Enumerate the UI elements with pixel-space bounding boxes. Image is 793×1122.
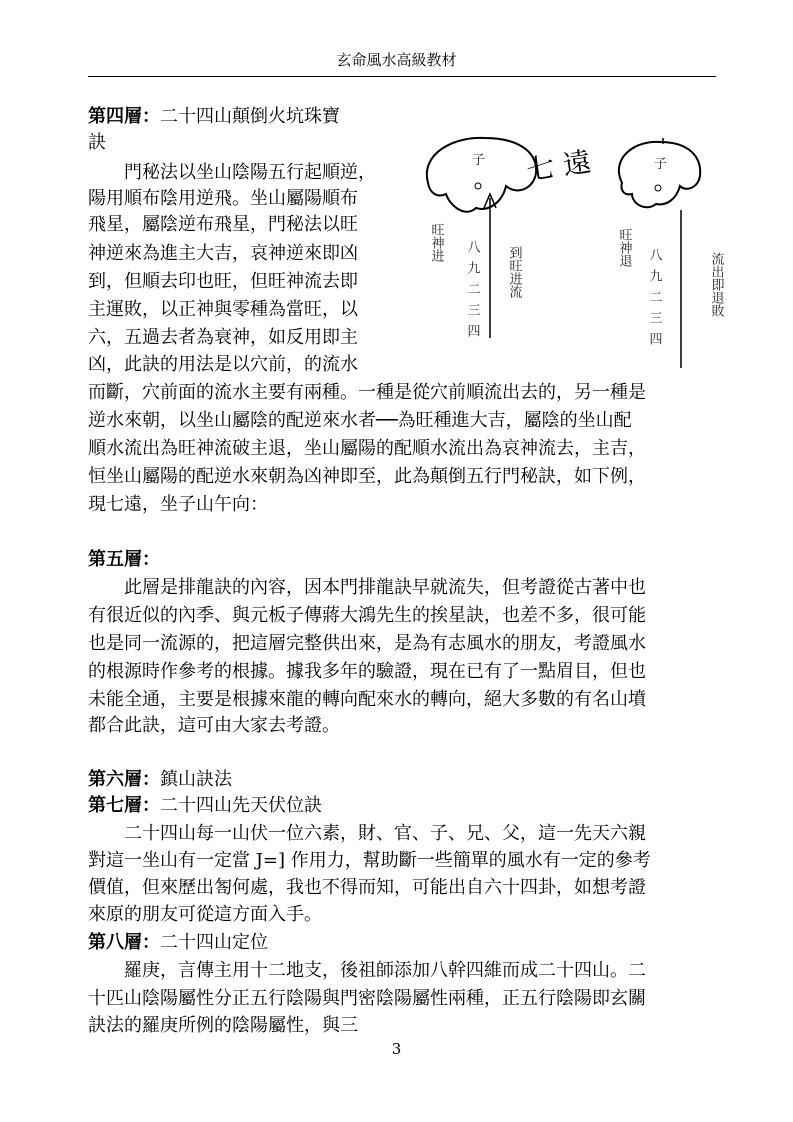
section4-title-rest: 二十四山顛倒火坑珠寶 <box>160 106 340 127</box>
section5-line: 也是同一流源的，把這層完整供出來，是為有志風水的朋友，考證風水 <box>88 633 646 654</box>
seq-right: 八九二三四 <box>646 248 662 353</box>
section7-line: 價值，但來歷出匒何處，我也不得而知，可能出自六十四卦，如想考證 <box>88 877 646 898</box>
section4-line: 凶，此訣的用法是以穴前，的流水 <box>88 354 358 375</box>
section5-title <box>88 547 160 573</box>
left-mound-shape <box>427 138 536 212</box>
section4-line: 六，五過去者為衰神，如反用即主 <box>88 327 358 348</box>
handwritten-annotation: 七 遠 <box>524 145 594 187</box>
left-mound-char: 子 <box>472 153 486 168</box>
seq-left: 八九二三四 <box>464 240 480 345</box>
header-rule <box>88 76 716 77</box>
right-mound-shape <box>619 142 700 207</box>
section8-line: 訣法的羅庚所例的陰陽屬性，與三 <box>88 1015 358 1036</box>
section5-line: 的根源時作參考的根據。據我多年的驗證，現在已有了一點眉目，但也 <box>88 661 646 682</box>
section4-line: 陽用順布陰用逆飛。坐山屬陽順布 <box>88 188 358 209</box>
section4-title-bold: 第四層： <box>88 106 160 127</box>
section4-line: 主運敗，以正神與零種為當旺，以 <box>88 299 358 320</box>
section8-title-rest: 二十四山定位 <box>160 932 268 953</box>
section4-line: 恒坐山屬陽的配逆水來朝為凶神即至，此為顛倒五行門秘訣，如下例， <box>88 466 646 487</box>
page-number: 3 <box>391 1040 402 1058</box>
label-wang-jin: 旺神进 <box>428 223 444 262</box>
section4-line: 現七遠，坐子山午向： <box>88 494 268 515</box>
section5-line: 未能全通，主要是根據來龍的轉向配來水的轉向，絕大多數的有名山墳 <box>88 689 646 710</box>
label-dao-wang: 到旺进流 <box>506 246 522 298</box>
section8-title-bold: 第八層： <box>88 932 160 953</box>
section5-line: 有很近似的內季、與元板子傳蔣大鴻先生的挨星訣，也差不多，很可能 <box>88 605 646 626</box>
section7-title-rest: 二十四山先天伏位訣 <box>160 795 322 816</box>
section7-title-bold: 第七層： <box>88 795 160 816</box>
section8-line: 十匹山陰陽屬性分正五行陰陽與門密陰陽屬性兩種，正五行陰陽即玄關 <box>88 988 646 1009</box>
section4-title-wrap: 訣 <box>88 132 106 153</box>
section8-line: 羅庚，言傳主用十二地支，後祖師添加八幹四維而成二十四山。二 <box>88 960 646 981</box>
section4-line: 逆水來朝，以坐山屬陰的配逆來水者──為旺種進大吉，屬陰的坐山配 <box>88 410 632 431</box>
section6-title <box>88 767 232 793</box>
section8-title <box>88 930 268 956</box>
section4-line: 神逆來為進主大吉，哀神逆來即凶 <box>88 243 358 264</box>
section7-line: 二十四山每一山伏一位六素，財、官、子、兄、父，這一先天六親 <box>88 823 646 844</box>
section4-line: 而斷，穴前面的流水主要有兩種。一種是從穴前順流出去的，另一種是 <box>88 382 646 403</box>
section4-line: 飛星，屬陰逆布飛星，門秘法以旺 <box>88 214 358 235</box>
label-wang-tui: 旺神退 <box>616 228 632 267</box>
section4-line: 到，但順去印也旺，但旺神流去即 <box>88 271 358 292</box>
section7-title <box>88 793 322 819</box>
feng-shui-figure <box>410 128 762 378</box>
section5-line: 此層是排龍訣的內容，因本門排龍訣早就流失，但考證從古著中也 <box>88 577 646 598</box>
section5-title-bold: 第五層： <box>88 549 160 570</box>
section5-line: 都合此訣，這可由大家去考證。 <box>88 715 340 736</box>
section4-line: 門秘法以坐山陰陽五行起順逆， <box>88 162 376 183</box>
label-liu-tui: 流出即退敗 <box>708 252 724 317</box>
section4-line: 順水流出為旺神流破主退，坐山屬陽的配順水流出為哀神流去，主吉， <box>88 438 646 459</box>
section7-line: 來原的朋友可從這方面入手。 <box>88 904 322 925</box>
section6-title-bold: 第六層： <box>88 769 160 790</box>
section7-line: 對這一坐山有一定當 J=] 作用力，幫助斷一些簡單的風水有一定的參考 <box>88 850 651 871</box>
section6-title-rest: 鎮山訣法 <box>160 769 232 790</box>
right-mound-char: 子 <box>654 157 668 172</box>
page-header: 玄命風水高級教材 <box>336 51 457 69</box>
section4-title <box>88 104 340 130</box>
